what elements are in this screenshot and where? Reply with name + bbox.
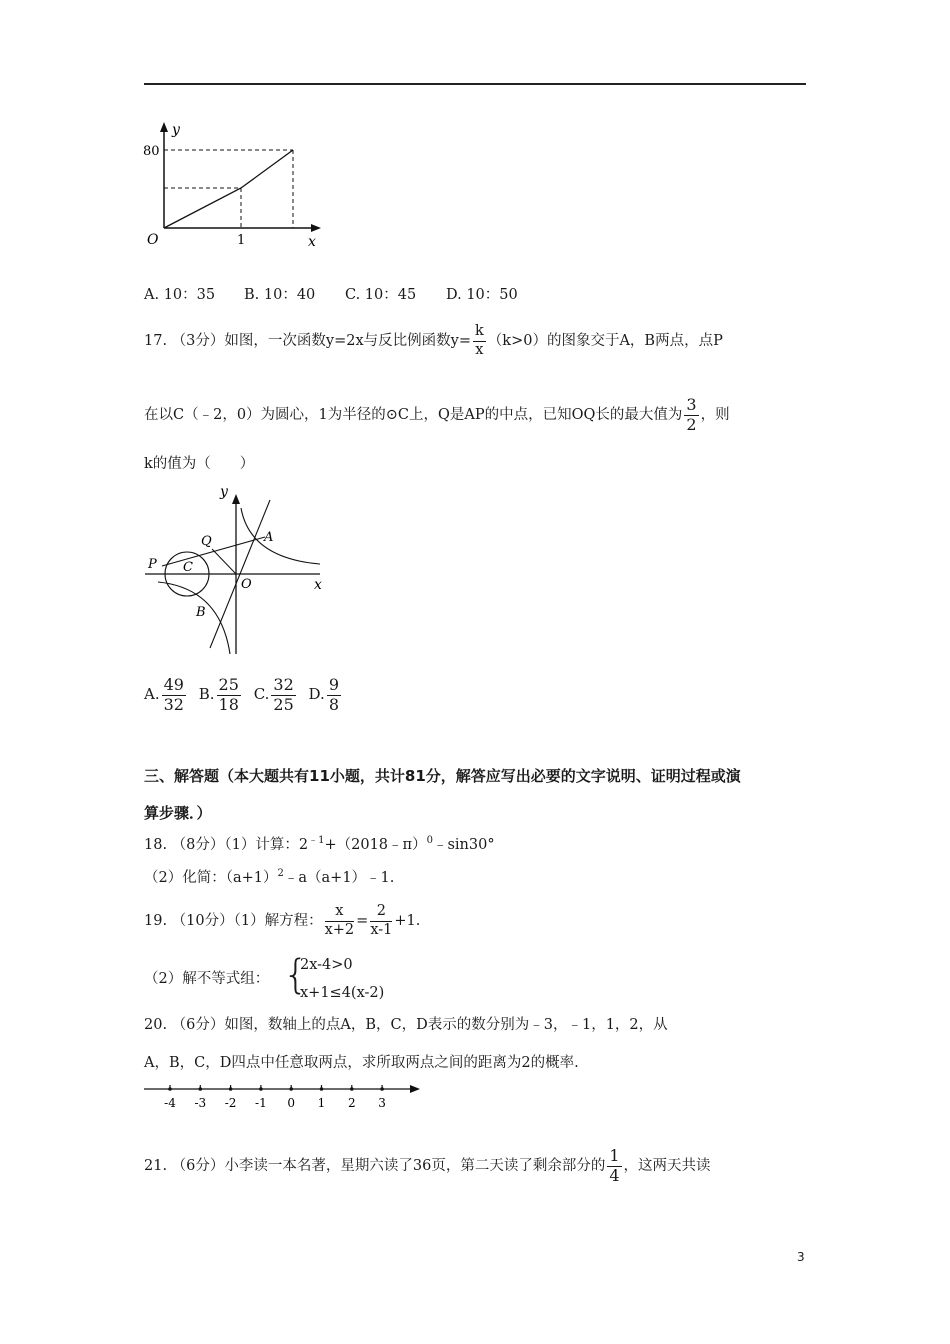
label-x: x: [314, 577, 322, 593]
tick-dot: [168, 1087, 172, 1091]
tick-label: 3: [378, 1096, 386, 1110]
header-rule: [144, 83, 806, 85]
tick-label: -4: [164, 1096, 176, 1110]
tick-dot: [380, 1087, 384, 1091]
q17-line3: k的值为（ ）: [144, 456, 255, 472]
tick-label: -2: [224, 1096, 237, 1110]
q16-option-c: C. 10：45: [345, 287, 417, 303]
q20-line2: A，B，C，D四点中任意取两点，求所取两点之间的距离为2的概率.: [144, 1055, 579, 1071]
graph-hyperbola-circle: [140, 478, 340, 658]
axis-arrow: [410, 1085, 420, 1093]
q17-options: [144, 674, 343, 714]
q18-line2: （2）化简：$(a+1)^2﹣a(a+1)﹣1$.: [144, 868, 395, 886]
section-3-heading-line1: 三、解答题（本大题共有11小题，共计81分，解答应写出必要的文字说明、证明过程或演: [144, 767, 741, 785]
hyperbola-lower: [158, 582, 230, 654]
label-o: O: [241, 577, 252, 592]
number-line: [140, 1080, 430, 1112]
q17-line2: 在以C（﹣2，0）为圆心，1为半径的⊙C上，Q是AP的中点，已知OQ长的最大值为 $\frac{3}{2}$ ，则: [144, 394, 730, 434]
tick-dot: [259, 1087, 263, 1091]
q17-option-d: D. $\frac{9}{8}$: [308, 674, 339, 714]
x-tick-label: 1: [237, 233, 246, 248]
ineq-1: 2x-4>0: [300, 957, 353, 973]
q20-line1: 20. （6分）如图，数轴上的点A，B，C，D表示的数分别为﹣3，﹣1，1，2，从: [144, 1017, 668, 1033]
q17-option-b: B. $\frac{25}{18}$: [198, 674, 239, 714]
tick-label: 1: [317, 1096, 326, 1110]
segment-oq: [212, 549, 236, 574]
tick-label: 2: [347, 1096, 356, 1110]
section-3-heading-line2: 算步骤．）: [144, 804, 212, 822]
q17-line1: 17. （3分）如图，一次函数y=2x与反比例函数y= $\frac{k}{x}$ （k>0）的图象交于A，B两点，点P: [144, 323, 723, 358]
q19-line2-label: （2）解不等式组：: [144, 971, 270, 987]
origin-label: O: [147, 232, 159, 248]
tick-label: 0: [287, 1096, 296, 1110]
label-p: P: [148, 557, 157, 572]
tick-dot: [350, 1087, 354, 1091]
label-c: C: [183, 560, 193, 575]
x-axis-arrow: [311, 224, 321, 232]
graph-speed-time: [138, 118, 338, 253]
three-halves: $\frac{3}{2}$: [686, 394, 697, 434]
label-q: Q: [201, 534, 212, 549]
y-axis-arrow: [160, 122, 168, 132]
tick-label: -1: [255, 1096, 267, 1110]
y-axis-arrow: [232, 494, 240, 504]
two-over-x-minus-1: $\frac{2}{x-1}$: [370, 903, 393, 938]
x-over-x-plus-2: $\frac{x}{x+2}$: [324, 903, 355, 938]
y-tick-label: 80: [143, 144, 160, 159]
q16-option-b: B. 10：40: [244, 287, 316, 303]
q21-line1: 21. （6分）小李读一本名著，星期六读了36页，第二天读了剩余部分的 $\frac{1}{4}$ ，这两天共读: [144, 1145, 711, 1185]
label-a: A: [264, 530, 274, 545]
page-number: 3: [797, 1250, 805, 1264]
hyperbola-upper: [241, 508, 320, 564]
tick-dot: [229, 1087, 233, 1091]
q17-option-c: C. $\frac{32}{25}$: [253, 674, 294, 714]
tick-label: -3: [194, 1096, 207, 1110]
tick-dot: [199, 1087, 203, 1091]
q17-option-a: A. $\frac{49}{32}$: [144, 674, 184, 714]
label-y: y: [220, 484, 228, 500]
one-quarter: $\frac{1}{4}$: [609, 1145, 620, 1185]
q18-line1: 18. （8分）（1）计算：$2^{﹣1}+(2018﹣\pi)^0﹣\sin 30^\circ$: [144, 835, 495, 853]
tick-dot: [320, 1087, 324, 1091]
system-brace: {: [283, 952, 309, 998]
q19-line1: 19. （10分）（1）解方程： $\frac{x}{x+2}$ = $\frac{2}{x-1}$ +1.: [144, 903, 421, 938]
k-over-x: $\frac{k}{x}$: [474, 323, 484, 358]
y-label: y: [172, 122, 180, 138]
label-b: B: [196, 605, 206, 620]
x-label: x: [308, 234, 316, 250]
graph-line: [164, 150, 293, 228]
q16-option-a: A. 10：35: [144, 287, 216, 303]
ineq-2: x+1≤4(x-2): [300, 985, 385, 1001]
q16-option-d: D. 10：50: [446, 287, 518, 303]
tick-dot: [289, 1087, 293, 1091]
